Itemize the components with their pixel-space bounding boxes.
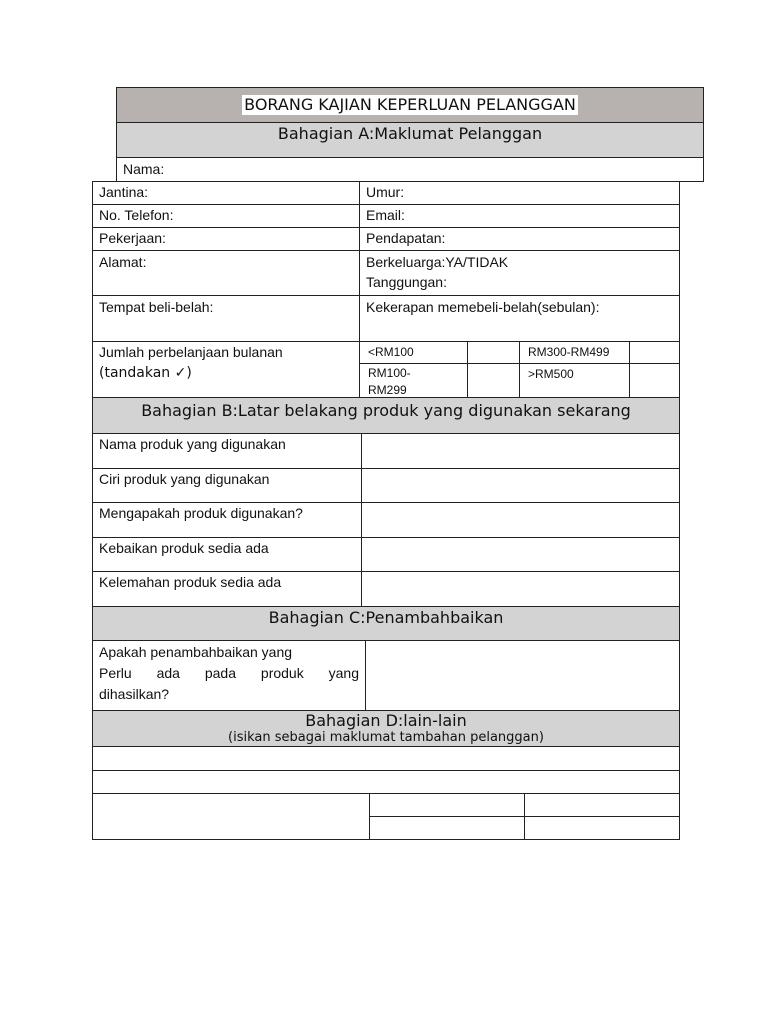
spend-checkbox-over-500[interactable] — [630, 364, 680, 397]
b-row-mengapakah: Mengapakah produk digunakan? — [99, 505, 303, 521]
tempat-field[interactable] — [93, 295, 359, 341]
email-label: Email: — [366, 207, 405, 223]
form-title: BORANG KAJIAN KEPERLUAN PELANGGAN — [244, 95, 576, 114]
c-question-line1: Apakah penambahbaikan yang — [99, 644, 293, 660]
b-row-ciri-produk: Ciri produk yang digunakan — [99, 471, 270, 487]
b-input-nama-produk[interactable] — [362, 434, 680, 468]
tanggungan-label: Tanggungan: — [366, 274, 447, 290]
kekerapan-field[interactable] — [360, 295, 680, 341]
jumlah-label: Jumlah perbelanjaan bulanan — [99, 344, 283, 360]
tempat-label: Tempat beli-belah: — [99, 299, 214, 315]
section-b-heading: Bahagian B:Latar belakang produk yang digunakan sekarang — [92, 397, 680, 434]
pekerjaan-field[interactable] — [93, 227, 359, 250]
tandakan-label: (tandakan ✓) — [99, 365, 192, 381]
alamat-field[interactable] — [93, 250, 359, 295]
jantina-field[interactable] — [93, 181, 359, 204]
c-question-line3: dihasilkan? — [99, 686, 170, 702]
umur-label: Umur: — [366, 184, 405, 200]
jantina-label: Jantina: — [99, 184, 149, 200]
pendapatan-label: Pendapatan: — [366, 230, 446, 246]
c-question-line2: Perlu ada pada produk yang — [99, 665, 359, 681]
section-a-heading: Bahagian A:Maklumat Pelanggan — [116, 122, 704, 158]
spend-checkbox-300-499[interactable] — [630, 342, 680, 363]
spend-checkbox-under-100[interactable] — [468, 342, 519, 363]
email-field[interactable] — [360, 204, 680, 227]
nama-label: Nama: — [123, 161, 165, 177]
b-row-kelemahan: Kelemahan produk sedia ada — [99, 574, 282, 590]
spend-option-100-299: RM100-RM299 — [368, 366, 411, 397]
umur-field[interactable] — [360, 181, 680, 204]
d-cell-mid-bottom[interactable] — [370, 817, 524, 839]
nama-field[interactable] — [116, 157, 704, 182]
telefon-label: No. Telefon: — [99, 207, 174, 223]
d-cell-right-top[interactable] — [525, 794, 680, 816]
d-cell-right-bottom[interactable] — [525, 817, 680, 839]
spend-option-over-500: >RM500 — [528, 367, 574, 381]
b-input-mengapakah[interactable] — [362, 503, 680, 537]
d-row-1[interactable] — [93, 747, 680, 770]
spend-option-under-100: <RM100 — [368, 345, 414, 359]
b-row-nama-produk: Nama produk yang digunakan — [99, 436, 286, 452]
section-d-header — [92, 710, 680, 747]
d-row-2[interactable] — [93, 771, 680, 793]
d-cell-mid-top[interactable] — [370, 794, 524, 816]
kekerapan-label: Kekerapan memebeli-belah(sebulan): — [366, 299, 600, 315]
keluarga-field[interactable] — [360, 250, 680, 295]
b-input-kelemahan[interactable] — [362, 572, 680, 606]
alamat-label: Alamat: — [99, 254, 147, 270]
b-input-kebaikan[interactable] — [362, 538, 680, 571]
b-input-ciri-produk[interactable] — [362, 469, 680, 502]
section-c-heading: Bahagian C:Penambahbaikan — [92, 606, 680, 641]
form-title-bar — [116, 87, 704, 123]
pekerjaan-label: Pekerjaan: — [99, 230, 166, 246]
b-row-kebaikan: Kebaikan produk sedia ada — [99, 540, 269, 556]
pendapatan-field[interactable] — [360, 227, 680, 250]
telefon-field[interactable] — [93, 204, 359, 227]
section-d-subheading: (isikan sebagai maklumat tambahan pelanggan) — [228, 730, 544, 745]
c-answer-input[interactable] — [366, 641, 680, 710]
spend-checkbox-100-299[interactable] — [468, 364, 519, 397]
spend-option-300-499: RM300-RM499 — [528, 345, 610, 359]
jumlah-label-cell — [93, 341, 359, 397]
berkeluarga-label: Berkeluarga:YA/TIDAK — [366, 254, 509, 270]
c-question — [93, 640, 365, 710]
d-cell-left[interactable] — [93, 794, 369, 839]
section-d-heading: Bahagian D:lain-lain — [305, 711, 467, 730]
